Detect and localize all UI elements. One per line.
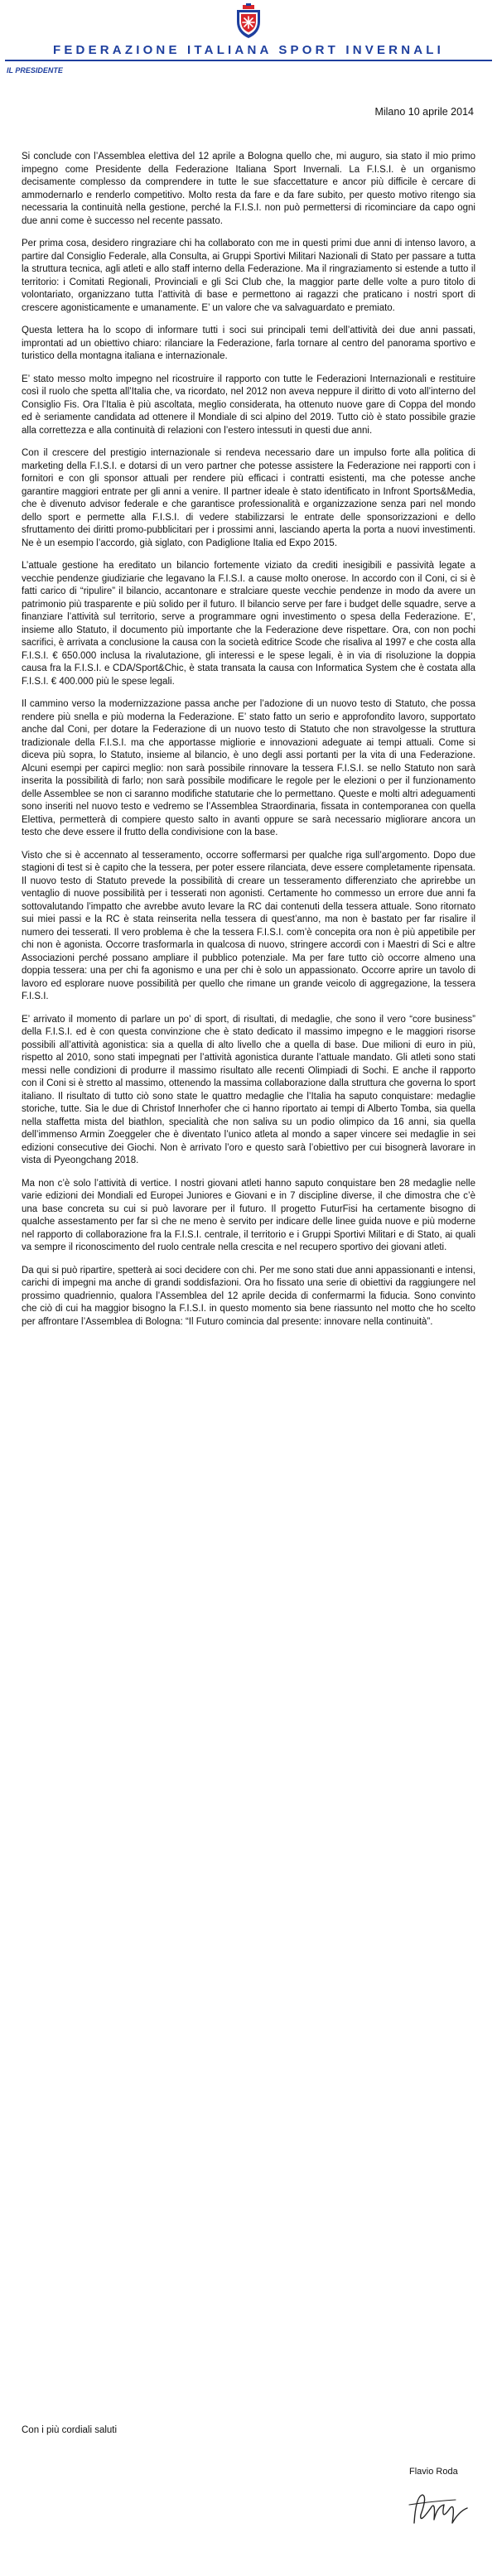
paragraph: L’attuale gestione ha ereditato un bilancio fortemente viziato da crediti inesigibili e passività legate a vecchie pendenze giudiziarie che legavano la F.I.S.I. a cause molto onerose. In accordo con il Coni, ci si è fatti carico di “ripulire” il bilancio, accantonare e stralciare queste vecchie pendenze in modo da avere un patrimonio più trasparente e più solido per il futuro. Il bilancio serve per fare i budget delle squadre, serve a finanziare l’attività sul territorio, serve a programmare ogni investimento o spesa della Federazione. E’, insieme allo Statuto, il documento più importante che la Federazione deve rispettare. Ora, con non pochi sacrifici, è arrivata a conclusione la causa con la società editrice Scode che risaliva al 1997 e che costa alla F.I.S.I. € 650.000 inclusa la rivalutazione, gli interessi e le spese legali, è in via di risoluzione la doppia causa fra la F.I.S.I. e CDA/Sport&Chic, è stata transata la causa con Informatica System che è costata alla F.I.S.I. € 400.000 più le spese legali. bbox=[22, 561, 475, 687]
paragraph: Da qui si può ripartire, spetterà ai soci decidere con chi. Per me sono stati due anni appassionanti e intensi, carichi di impegni ma anche di grandi soddisfazioni. Ora ho fissato una serie di obiettivi da raggiungere nel prossimo quadriennio, qualora l’Assemblea del 12 aprile decida di confermarmi la fiducia. Sono convinto che ciò di cui ha maggior bisogno la F.I.S.I. in questo momento sia bene riassunto nel motto che ho scelto per affrontare l’Assemblea di Bologna: “Il Futuro comincia dal presente: innovare nella continuità”. bbox=[22, 1265, 475, 1327]
paragraph: Questa lettera ha lo scopo di informare tutti i soci sui principali temi dell’attività dei due anni passati, improntati ad un obiettivo chiaro: rilanciare la Federazione, farla tornare al centro del panorama sportivo e turistico della montagna italiana e internazionale. bbox=[22, 326, 475, 361]
signature-block bbox=[398, 2467, 489, 2541]
paragraph: E’ stato messo molto impegno nel ricostruire il rapporto con tutte le Federazioni Internazionali e restituire così il ruolo che spetta all’Italia che, va ricordato, nel 2012 non aveva neppure il diritto di voto all’interno del Consiglio Fis. Ora l’Italia è più ascoltata, meglio considerata, ha ottenuto nuove gare di Coppa del mondo ed è seriamente candidata ad ottenere il Mondiale di sci alpino del 2019. Tutto ciò è stato possibile grazie alla correttezza e alla continuità di relazioni con l’estero intessuti in questi due anni. bbox=[22, 374, 475, 436]
paragraph: Ma non c’è solo l’attività di vertice. I nostri giovani atleti hanno saputo conquistare ben 28 medaglie nelle varie edizioni dei Mondiali ed Europei Juniores e Giovani e in 7 discipline diverse, il che dimostra che c’è una base concreta su cui si può lavorare per il futuro. Il progetto FuturFisi ha certamente bisogno di qualche assestamento per far sì che ne meno è servito per indicare delle linee guida nuove e più moderne nel rapporto di collaborazione fra la F.I.S.I. centrale, il territorio e i Gruppi Sportivi Militari e di Stato, ai quali va sempre il riconoscimento del ruolo centrale nella crescita e nel recupero sportivo dei giovani atleti. bbox=[22, 1178, 475, 1252]
letterhead bbox=[0, 0, 497, 91]
letter-date: Milano 10 aprile 2014 bbox=[374, 106, 474, 118]
handwritten-signature-icon bbox=[398, 2472, 480, 2538]
signatory-name: Flavio Roda bbox=[409, 2467, 458, 2477]
paragraph: Con il crescere del prestigio internazionale si rendeva necessario dare un impulso forte alla politica di marketing della F.I.S.I. e dotarsi di un vero partner che potesse assistere la Federazione nei rapporti con i fornitori e con gli sponsor attuali per rendere più efficaci i contratti esistenti, ma che potesse anche garantire maggiori entrate per gli anni a venire. Il partner ideale è stato identificato in Infront Sports&Media, che è divenuto advisor federale e che garantisce professionalità e organizzazione senza pari nel mondo dello sport e permette alla F.I.S.I. di vedere stabilizzarsi le entrate delle sponsorizzazioni e dello sfruttamento dei diritti promo-pubblicitari per i prossimi anni, lasciando aperta la porta a nuovi investimenti. Ne è un esempio l’accordo, già siglato, con Padiglione Italia ed Expo 2015. bbox=[22, 448, 475, 548]
closing-salutation: Con i più cordiali saluti bbox=[22, 2425, 118, 2435]
paragraph: Per prima cosa, desidero ringraziare chi ha collaborato con me in questi primi due anni di intenso lavoro, a partire dal Consiglio Federale, alla Consulta, ai Gruppi Sportivi Militari Nazionali di Stato per passare a tutta la struttura tecnica, agli atleti e allo staff interno della Federazione. Ma il ringraziamento si estende a tutto il territorio: i Comitati Regionali, Provinciali e gli Sci Club che, la maggior parte delle volte a puro titolo di volontariato, organizzano tutta l’attività di base e permettono ai ragazzi che praticano i nostri sport di crescere agonisticamente e umanamente. E’ un valore che va salvaguardato e premiato. bbox=[22, 239, 475, 313]
role-label: IL PRESIDENTE bbox=[7, 66, 63, 75]
letter-body bbox=[22, 151, 475, 1339]
header-divider bbox=[5, 60, 492, 61]
paragraph: Il cammino verso la modernizzazione passa anche per l’adozione di un nuovo testo di Statuto, che possa rendere più snella e più moderna la Federazione. E’ stato fatto un serio e approfondito lavoro, supportato anche dal Coni, per dotare la Federazione di un nuovo testo di Statuto che non stravolgesse la struttura tradizionale della F.I.S.I. ma che apportasse migliorie e innovazioni adeguate ai tempi attuali. Come si diceva più sopra, lo Statuto, insieme al bilancio, è uno degli assi portanti per la vita di una Federazione. Alcuni esempi per capirci meglio: non sarà possibile rinnovare la tessera F.I.S.I. se nello Statuto non sarà inserita la possibilità di farlo; non sarà possibile modificare le regole per le elezioni o per il funzionamento delle Assemblee se non ci saranno modifiche statutarie che lo permettano. Queste e molti altri adeguamenti sono inseriti nel nuovo testo e vedremo se l’Assemblea Straordinaria, fissata in contemporanea con quella Elettiva, permetterà di compiere questo salto in avanti oppure se sarà necessario migliorare ancora un testo che deve essere il frutto della condivisione con la base. bbox=[22, 699, 475, 837]
organization-name: FEDERAZIONE ITALIANA SPORT INVERNALI bbox=[52, 43, 445, 57]
paragraph: E’ arrivato il momento di parlare un po’ di sport, di risultati, di medaglie, che sono il vero “core business” della F.I.S.I. ed è con questa convinzione che è stato dedicato il massimo impegno e le maggiori risorse possibili all’attività agonistica: sia a quella di alto livello che a quella di base. Due milioni di euro in più, rispetto al 2010, sono stati impegnati per l’attività agonistica durante l’attuale mandato. Gli atleti sono stati messi nelle condizioni di produrre il massimo risultato alle recenti Olimpiadi di Sochi. E anche il rapporto con il Coni si è stretto al massimo, ottenendo la massima collaborazione dalla struttura che governa lo sport italiano. Il risultato di tutto ciò sono state le quattro medaglie che l’Italia ha saputo conquistare: medaglie storiche, tutte. Sia le due di Christof Innerhofer che ci hanno riportato ai tempi di Alberto Tomba, sia quella nella staffetta mista del biathlon, specialità che non saliva su un podio olimpico da 16 anni, sia quella dell’immenso Armin Zoeggeler che è diventato l’unico atleta al mondo a saper vincere sei medaglie in sei edizioni consecutive dei Giochi. Non è arrivato l’oro e questo sarà l’obiettivo per cui bisognerà lavorare in vista di Pyeongchang 2018. bbox=[22, 1014, 475, 1165]
fisi-crest-icon bbox=[230, 3, 267, 40]
paragraph: Si conclude con l’Assemblea elettiva del 12 aprile a Bologna quello che, mi auguro, sia stato il mio primo impegno come Presidente della Federazione Italiana Sport Invernali. La F.I.S.I. è un organismo decisamente complesso da comprendere in tutte le sue sfaccettature e ancor più difficile è cercare di ammodernarlo e renderlo competitivo. Molto resta da fare e da fare subito, per questo motivo ritengo sia necessaria la continuità nella gestione, perché la F.I.S.I. non può permettersi di ricominciare da capo ogni due anni come è successo nel recente passato. bbox=[22, 152, 475, 226]
paragraph: Visto che si è accennato al tesseramento, occorre soffermarsi per qualche riga sull’argomento. Dopo due stagioni di test si è capito che la tessera, per poter essere rilanciata, deve essere completamente ripensata. Il nuovo testo di Statuto prevede la possibilità di creare un tesseramento differenziato che aprirebbe un ventaglio di nuove possibilità per i tesserati non agonisti. Certamente ho commesso un errore due anni fa sottovalutando l’impatto che avrebbe avuto levare la RC dai contenuti della tessera attuale. Sono ritornato sui miei passi e la RC è stata reinserita nella tessera di quest’anno, ma non è bastato per far risalire il numero dei tesserati. Il vero problema è che la tessera F.I.S.I. com’è concepita ora non è più appetibile per chi non è agonista. Occorre trasformarla in qualcosa di nuovo, stringere accordi con i Maestri di Sci e altre Associazioni perché possano ampliare il pubblico potenziale. Ma per fare tutto ciò occorre almeno una doppia tessera: una per chi fa agonismo e una per chi è solo un appassionato. Occorre aprire un tavolo di lavoro ed esplorare nuove possibilità per quello che rimane un grande veicolo di aggregazione, la tessera F.I.S.I. bbox=[22, 850, 475, 1001]
